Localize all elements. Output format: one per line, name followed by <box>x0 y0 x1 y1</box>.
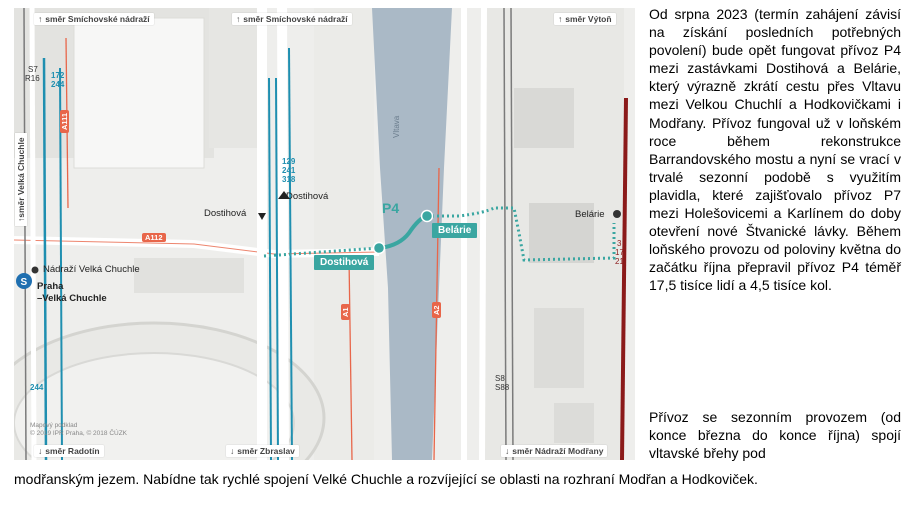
direction-label: směr Smíchovské nádraží <box>45 14 150 24</box>
rail-label-s7: S7 <box>28 65 38 74</box>
road-east-2 <box>482 8 484 460</box>
stop-label-belarie: Belárie <box>575 209 605 220</box>
map <box>14 8 635 460</box>
stop-nadrazi <box>32 267 39 274</box>
cycle-label-a111: A111 <box>60 110 69 133</box>
arrow-down-icon: ↓ <box>38 446 43 456</box>
tram-route-3: 3 <box>617 239 622 248</box>
map-copyright-line2: © 2019 IPR Praha, © 2018 ČÚZK <box>30 430 128 437</box>
direction-tag-top-center <box>232 13 352 25</box>
ferry-stop-belarie <box>422 211 433 222</box>
rail-label-s88: S88 <box>495 383 510 392</box>
cycle-label-a112: A112 <box>142 233 166 242</box>
arrow-up-icon: ↑ <box>558 14 563 24</box>
ferry-stop-dostihova <box>374 243 385 254</box>
block <box>314 8 374 460</box>
bus-route-318: 318 <box>282 175 296 184</box>
block <box>534 308 584 388</box>
direction-tag-bottom-left <box>34 445 104 457</box>
direction-label: směr Nádraží Modřany <box>512 446 604 456</box>
arrow-up-icon: ↑ <box>38 14 43 24</box>
cycle-label-a1: A1 <box>341 304 350 320</box>
tram-route-17: 17 <box>615 248 624 257</box>
article-paragraph-2-end: modřanským jezem. Nabídne tak rychlé spojení Velké Chuchle a rozvíjející se oblasti na rozhraní Modřan a Hodkoviček. <box>14 471 758 487</box>
stop-label-dostihova-west: Dostihová <box>204 208 247 219</box>
arrow-up-icon: ↑ <box>16 217 26 222</box>
tram-route-21: 21 <box>615 257 624 266</box>
direction-label: směr Smíchovské nádraží <box>243 14 348 24</box>
block <box>554 403 594 443</box>
bus-route-172: 172 <box>51 71 65 80</box>
map-graphics <box>14 8 635 460</box>
map-copyright-line1: Mapový podklad <box>30 422 78 429</box>
rail-label-s8: S8 <box>495 374 505 383</box>
direction-tag-bottom-center <box>226 445 299 457</box>
direction-label: směr Radotín <box>45 446 100 456</box>
bus-route-244: 244 <box>51 80 65 89</box>
stop-label-nadrazi: Nádraží Velká Chuchle <box>43 264 140 275</box>
block <box>134 258 244 293</box>
block <box>514 88 574 148</box>
station-label-praha: Praha <box>37 281 64 292</box>
river-label: Vltava <box>392 115 401 138</box>
direction-label: směr Výtoň <box>565 14 612 24</box>
stop-label-dostihova-east: Dostihová <box>286 191 329 202</box>
direction-label: směr Velká Chuchle <box>16 137 26 218</box>
direction-tag-top-right <box>554 13 616 25</box>
bus-route-241: 241 <box>282 166 296 175</box>
direction-tag-top-left <box>34 13 154 25</box>
tram-stop-belarie <box>613 210 621 218</box>
cycle-label-a2: A2 <box>432 302 441 318</box>
direction-tag-bottom-right <box>501 445 607 457</box>
direction-tag-left-vertical <box>15 133 27 226</box>
article-paragraph-2-start: Přívoz se sezonním provozem (od konce března do konce října) spojí vltavské břehy pod <box>649 409 901 462</box>
arrow-down-icon: ↓ <box>230 446 235 456</box>
badge-dostihova: Dostihová <box>314 255 374 270</box>
ferry-label: P4 <box>382 200 400 216</box>
article-paragraph-1: Od srpna 2023 (termín zahájení závisí na získání posledních potřebných povolení) bude opět fungovat přívoz P4 mezi zastávkami Dostihová a Belárie, který výrazně zkrátí cestu přes Vltavu mezi Velkou Chuchlí a Hodkovičkami i Modřany. Přívoz fungoval už v loňském roce během rekonstrukce Barrandovského mostu a nyní se vrací v trvalé sezonní podobě s využitím plavidla, které zajišťovalo přívoz P7 mezi Holešovicemi a Karlínem do doby otevření nové Štvanické lávky. Během loňského provozu od poloviny května do začátku října přepravil přívoz P4 téměř 17,5 tisíce lidí a 4,5 tisíce kol. <box>649 6 901 294</box>
bus-route-129: 129 <box>282 157 296 166</box>
train-icon-letter: S <box>20 277 28 288</box>
bus-route-244-bottom: 244 <box>30 383 44 392</box>
road-vertical-2 <box>282 8 284 460</box>
station-label-velka-chuchle: –Velká Chuchle <box>37 293 107 304</box>
rail-label-r16: R16 <box>25 74 40 83</box>
block <box>209 8 264 148</box>
block <box>74 18 204 168</box>
arrow-down-icon: ↓ <box>505 446 510 456</box>
badge-belarie: Belárie <box>432 223 477 238</box>
arrow-up-icon: ↑ <box>236 14 241 24</box>
direction-label: směr Zbraslav <box>237 446 295 456</box>
